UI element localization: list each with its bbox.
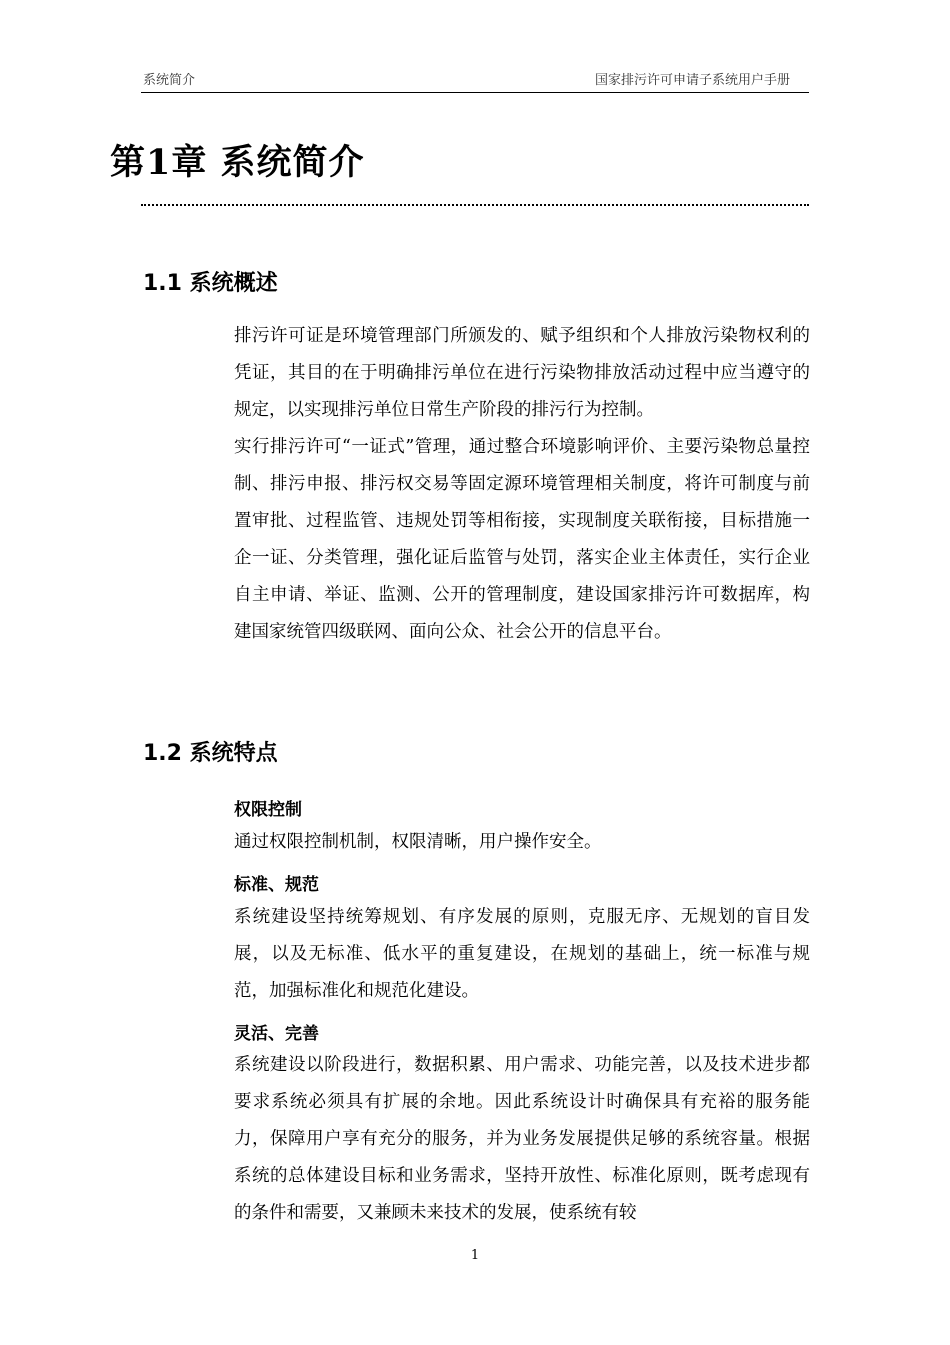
header-divider [141, 92, 809, 93]
chapter-dotted-divider [141, 204, 809, 206]
running-header-left: 系统简介 [143, 73, 196, 88]
feature-heading-permission: 权限控制 [234, 800, 302, 820]
paragraph: 通过权限控制机制，权限清晰，用户操作安全。 [234, 832, 602, 852]
paragraph: 排污许可证是环境管理部门所颁发的、赋予组织和个人排放污染物权利的凭证，其目的在于明确排污单位在进行污染物排放活动过程中应当遵守的规定，以实现排污单位日常生产阶段的排污行为控制。 [234, 326, 810, 420]
paragraph: 系统建设以阶段进行，数据积累、用户需求、功能完善，以及技术进步都要求系统必须具有扩展的余地。因此系统设计时确保具有充裕的服务能力，保障用户享有充分的服务，并为业务发展提供足够的系统容量。根据系统的总体建设目标和业务需求，坚持开放性、标准化原则，既考虑现有的条件和需要，又兼顾未来技术的发展，使系统有较 [234, 1055, 810, 1223]
paragraph: 系统建设坚持统筹规划、有序发展的原则，克服无序、无规划的盲目发展，以及无标准、低水平的重复建设，在规划的基础上，统一标准与规范，加强标准化和规范化建设。 [234, 907, 810, 1001]
section-title-overview: 1.1 系统概述 [143, 271, 278, 296]
feature-heading-flexible: 灵活、完善 [234, 1024, 319, 1044]
chapter-title: 第1章 系统简介 [110, 142, 365, 183]
feature-text-flexible [234, 1047, 810, 1232]
section-overview-body [234, 318, 810, 651]
page-number: 1 [470, 1248, 480, 1263]
section-title-features: 1.2 系统特点 [143, 741, 278, 766]
feature-text-standard [234, 899, 810, 1010]
paragraph: 实行排污许可“一证式”管理，通过整合环境影响评价、主要污染物总量控制、排污申报、排污权交易等固定源环境管理相关制度，将许可制度与前置审批、过程监管、违规处罚等相衔接，实现制度关联衔接，目标措施一企一证、分类管理，强化证后监管与处罚，落实企业主体责任，实行企业自主申请、举证、监测、公开的管理制度，建设国家排污许可数据库，构建国家统管四级联网、面向公众、社会公开的信息平台。 [234, 437, 810, 642]
feature-heading-standard: 标准、规范 [234, 875, 319, 895]
running-header-right: 国家排污许可申请子系统用户手册 [594, 73, 790, 88]
feature-text-permission [234, 824, 810, 861]
